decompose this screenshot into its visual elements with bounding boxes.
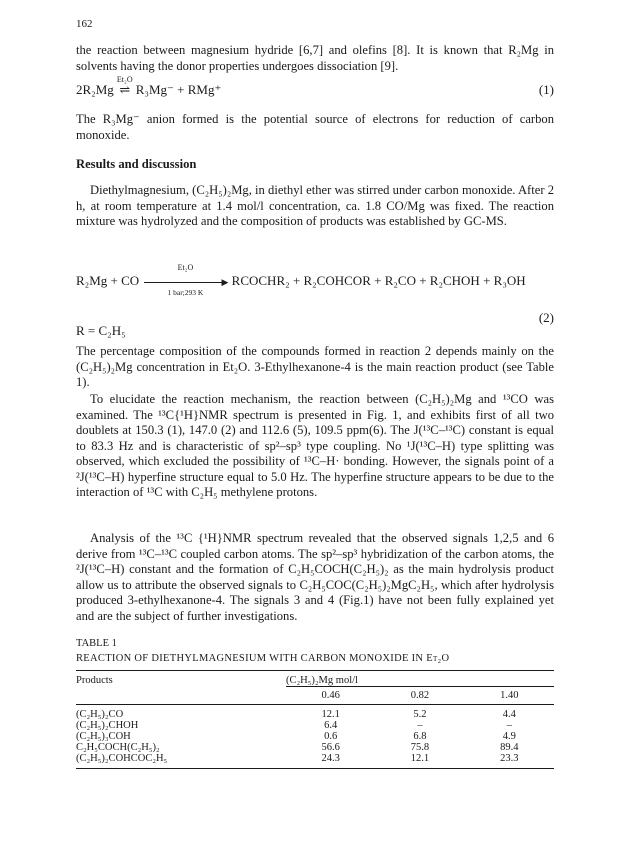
table-cell: 12.1 [410,753,430,764]
paragraph-composition: The percentage composition of the compounds formed in reaction 2 depends mainly on the (C₂H₅)₂Mg concentration in Et₂O. 3-Ethylhexanone-4 is the main reaction product (see Table 1). [76,344,554,389]
table-conc-header: 1.40 [500,690,519,701]
table-cell: 75.8 [410,742,430,753]
table-cell: – [417,720,423,731]
equation-2 [76,257,554,307]
equation-1-left: 2R₂Mg [76,82,114,97]
paragraph-results: Diethylmagnesium, (C₂H₅)₂Mg, in diethyl ether was stirred under carbon monoxide. After 2 h, at room temperature at 1.4 mol/l concentration, ca. 1.8 CO/Mg was fixed. The reaction mixture was hydrolyzed and the composition of products was established by GC-MS. [76,183,554,228]
equation-1-condition: Et₂O [116,75,133,84]
table-cell: 24.3 [321,753,340,764]
equation-1-right: R₃Mg⁻ + RMg⁺ [135,82,222,97]
table-row [76,705,554,721]
page-number: 162 [76,18,93,30]
table-row [76,742,554,753]
paragraph-anion: The R₃Mg⁻ anion formed is the potential source of electrons for reduction of carbon monoxide. [76,112,554,142]
table-cell: 4.4 [502,709,516,720]
reaction-arrow-icon: Et₂O ▶ 1 bar;293 K [142,276,228,288]
table-cell: 6.4 [324,720,338,731]
paragraph-analysis: Analysis of the ¹³C {¹H}NMR spectrum revealed that the observed signals 1,2,5 and 6 derive from ¹³C–¹³C coupled carbon atoms. The sp²–sp³ hybridization of the carbon atoms, the ²J(¹³C–H) constant and the formation of C₂H₅COCH(C₂H₅)₂ as the main hydrolysis product allow us to attribute the observed signals to C₂H₅COC(C₂H₅)₂MgC₂H₅, which after hydrolysis produced 3-ethylhexanone-4. The signals 3 and 4 (Fig.1) have not been fully explained yet and are the subject of further investigations. [76,531,554,623]
table-cell: 89.4 [500,742,519,753]
equation-2-left: R₂Mg + CO [76,273,140,288]
table-label: TABLE 1 [76,638,117,649]
table-conc-header: 0.46 [321,690,340,701]
equation-1 [76,75,554,98]
results-table [76,670,554,769]
table-cell: 12.1 [321,709,340,720]
equation-2-number: (2) [538,310,554,325]
equation-2-under: 1 bar;293 K [167,288,204,298]
table-cell: 4.9 [502,731,516,742]
equation-1-number: (1) [538,82,554,97]
table-col-header: Products [76,675,113,687]
table-cell: 5.2 [413,709,427,720]
table-cell-product: (C₂H₅)₂CHOH [76,720,139,731]
equation-2-right: RCOCHR₂ + R₂COHCOR + R₂CO + R₂CHOH + R₃OH [231,273,526,288]
section-heading: Results and discussion [76,157,197,171]
table-cell: 23.3 [500,753,519,764]
table-group-header: (C₂H₅)₂Mg mol/l [286,671,554,687]
table-cell-product: (C₂H₅)₃COH [76,731,131,742]
table-title: REACTION OF DIETHYLMAGNESIUM WITH CARBON MONOXIDE IN Et₂O [76,653,450,664]
equation-2-over: Et₂O [177,263,194,273]
table-conc-header: 0.82 [410,690,430,701]
table-cell-product: C₂H₅COCH(C₂H₅)₂ [76,742,160,753]
r-definition: R = C₂H₅ [76,323,126,338]
paragraph-intro: the reaction between magnesium hydride [6,7] and olefins [8]. It is known that R₂Mg in solvents having the donor properties undergoes dissociation [9]. [76,43,554,73]
equilibrium-arrow-icon: Et₂O ⇌ [114,82,136,98]
paragraph-mechanism: To elucidate the reaction mechanism, the reaction between (C₂H₅)₂Mg and ¹³CO was examined. The ¹³C{¹H}NMR spectrum is presented in Fig. 1, and exhibits first of all two doublets at 150.3 (1), 147.0 (2) and 112.6 (5), 109.5 ppm(6). The J(¹³C–¹³C) constant is equal to 83.3 Hz and is characteristic of sp²–sp³ type coupling. No ¹J(¹³C–H) type splitting was observed, which excluded the possibility of ¹³C–H· bonding. However, the signals point of a ²J(¹³C–H) hyperfine structure equal to 5.0 Hz. The hyperfine structure appears to be due to the interaction of ¹³C with C₂H₅ methylene protons. [76,392,554,499]
table-cell: 0.6 [324,731,338,742]
table-cell-product: (C₂H₅)₂COHCOC₂H₅ [76,753,168,764]
table-row [76,731,554,742]
table-cell: – [506,720,512,731]
table-row [76,753,554,769]
table-cell: 56.6 [321,742,340,753]
table-cell-product: (C₂H₅)₂CO [76,709,124,720]
table-row [76,720,554,731]
table-cell: 6.8 [413,731,427,742]
